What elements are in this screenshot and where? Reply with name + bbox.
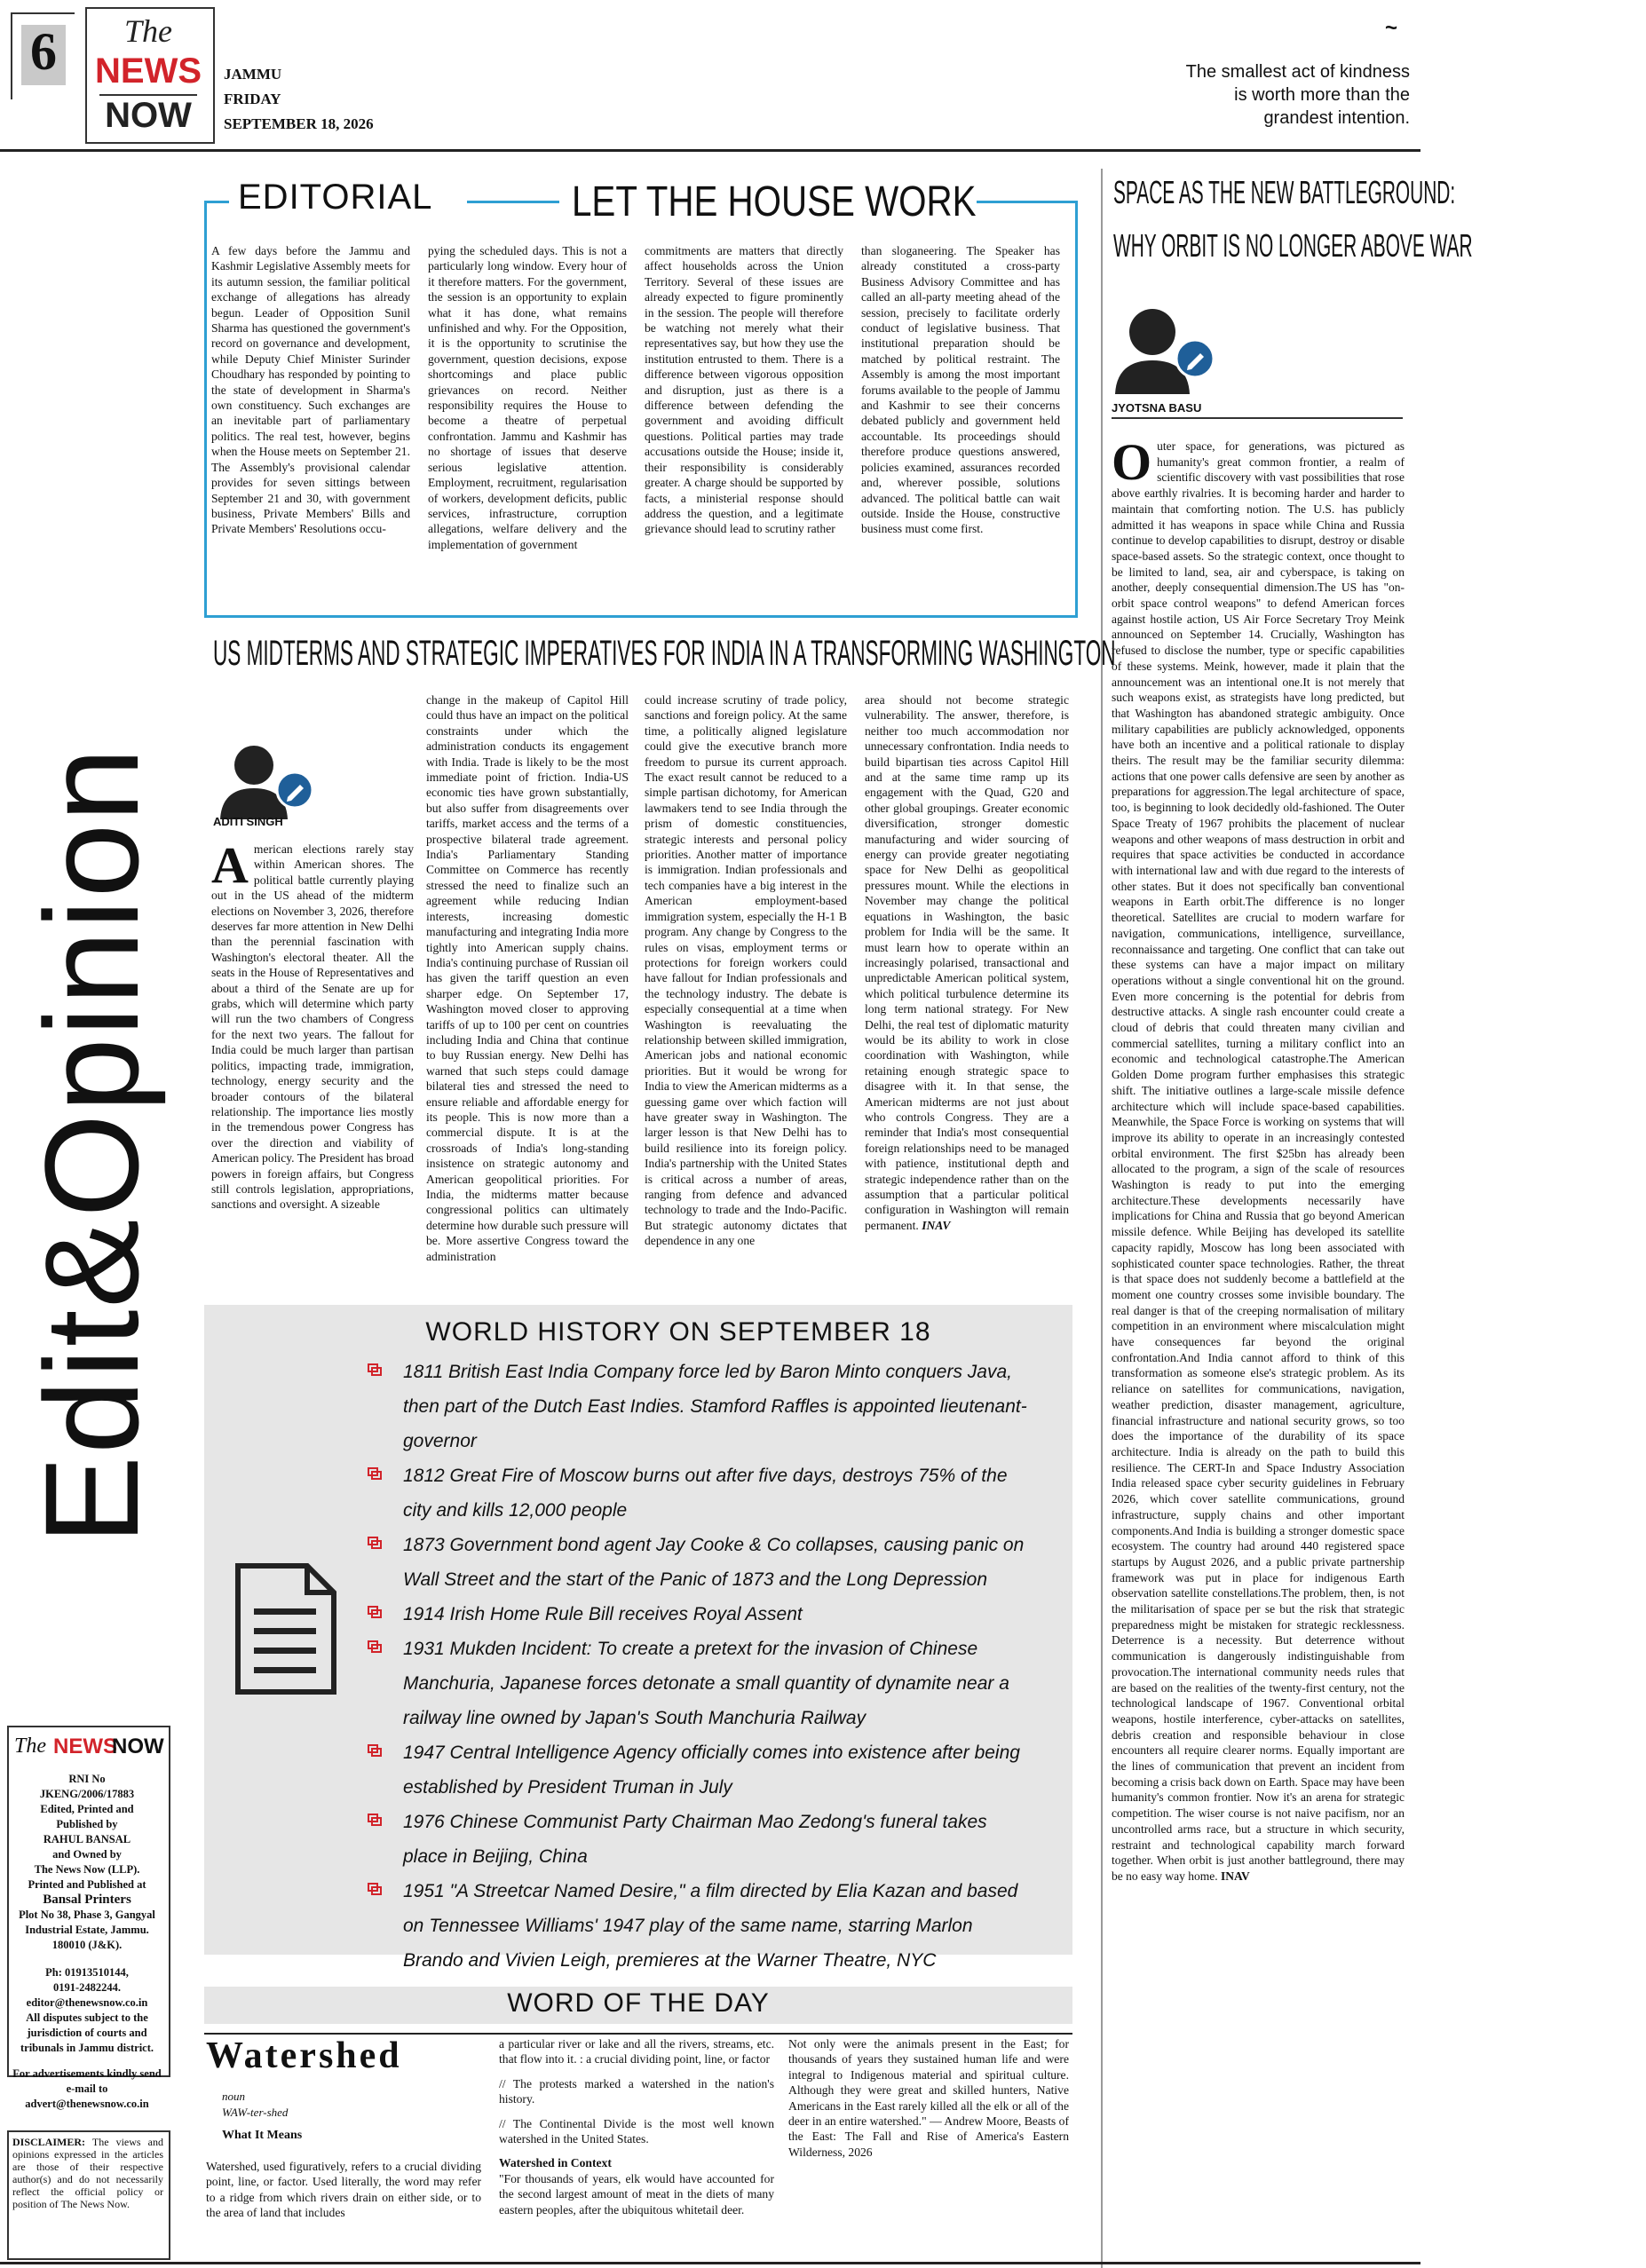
space-author-rule <box>1112 417 1403 419</box>
bullet-icon <box>368 1363 382 1376</box>
history-item: 1914 Irish Home Rule Bill receives Royal Assent <box>360 1597 1035 1632</box>
space-headline-2: WHY ORBIT IS NO LONGER ABOVE WAR <box>1113 227 1473 264</box>
bullet-icon <box>368 1814 382 1826</box>
imprint-logo-the: The <box>14 1735 46 1758</box>
page-header <box>0 0 1420 151</box>
imprint-logo-news: NEWS <box>53 1735 117 1758</box>
header-rule <box>0 149 1420 152</box>
dateline-day: FRIDAY <box>224 91 281 107</box>
history-item: 1951 "A Streetcar Named Desire," a film directed by Elia Kazan and based on Tennessee Williams' 1947 play of the same name, starring Marlon Brando and Vivien Leigh, premieres at the Warner Theatre, NYC <box>360 1874 1035 1978</box>
midterms-headline: US MIDTERMS AND STRATEGIC IMPERATIVES FOR INDIA IN A TRANSFORMING WASHINGTON <box>213 634 1116 673</box>
space-author-avatar <box>1112 296 1216 398</box>
editorial-col-3: commitments are matters that directly affect households across the Union Territory. Several of these issues are already expected to figure prominently in the session. The people will therefore be watching not merely what their representatives say, but how they use the institution entrusted to them. There is a difference between vigorous opposition and disruption, just as there is a difference between defending the government and avoiding difficult questions. Political parties may trade accusations outside the House; inside it, their responsibility is considerably greater. A charge should be supported by facts, a ministerial response should address the question, and a legitimate grievance should lead to scrutiny rather <box>645 244 843 536</box>
word-banner: WORD OF THE DAY <box>507 1988 770 2018</box>
history-list <box>360 1355 1035 1978</box>
imprint-ads-email-link[interactable]: advert@thenewsnow.co.in <box>25 2098 149 2110</box>
quote-line-3: grandest intention. <box>1263 108 1410 128</box>
imprint-logo-now: NOW <box>112 1735 164 1758</box>
dateline-date: SEPTEMBER 18, 2026 <box>224 115 374 132</box>
section-title: Edit&Opinion <box>17 746 166 1545</box>
midterms-col-4 <box>865 692 1069 1233</box>
quote-line-2: is worth more than the <box>1234 85 1410 105</box>
history-title: WORLD HISTORY ON SEPTEMBER 18 <box>425 1317 931 1347</box>
word-example-1: // The protests marked a watershed in the nation's history. <box>499 2076 774 2106</box>
word-means-cont: a particular river or lake and all the rivers, streams, etc. that flow into it. : a crucial dividing point, line, or factor <box>499 2037 774 2066</box>
quote-line-1: The smallest act of kindness <box>1185 62 1410 82</box>
logo-now: NOW <box>105 96 192 135</box>
word-col-2 <box>499 2036 774 2226</box>
bullet-icon <box>368 1606 382 1618</box>
word-means: Watershed, used figuratively, refers to a crucial dividing point, line, or factor. Used literally, the word may refer to a ridge from which rivers drain on either side, or to the area of land that includes <box>206 2160 481 2220</box>
history-item: 1976 Chinese Communist Party Chairman Mao Zedong's funeral takes place in Beijing, China <box>360 1805 1035 1874</box>
imprint-email-link[interactable]: editor@thenewsnow.co.in <box>26 1996 148 2009</box>
editorial-headline: LET THE HOUSE WORK <box>572 178 977 225</box>
midterms-col-1 <box>211 836 414 1213</box>
imprint-details: RNI No JKENG/2006/17883 Edited, Printed and Published by RAHUL BANSAL and Owned by The News Now (LLP). Printed and Published at Bansal Printers Plot No 38, Phase 3, Gangyal Industrial Estate, Jammu. 180010 (J&K). Ph: 01913510144, 0191-2482244. editor@thenewsnow.co.in All disputes subject to the jurisdiction of courts and tribunals in Jammu district. For advertisements kindly send e-mail to advert@thenewsnow.co.in <box>9 1772 165 2112</box>
word-means-label: What It Means <box>222 2129 303 2142</box>
midterms-author-avatar <box>213 735 318 823</box>
space-body-text: uter space, for generations, was pictured as humanity's great common frontier, a realm of scientific discovery with vast possibilities that rose above earthly rivalries. It is becoming harder and harder to maintain that comforting notion. The U.S. has publicly admitted it has weapons in space while China and Russia continue to develop capabilities to disrupt, destroy or disable space-based assets. So the strategic context, once thought to be limited to land, sea, air and cyberspace, is taking on another, deeply consequential dimension.The US has "on-orbit space control weapons" to defend American forces against hostile action, US Air Force Secretary Troy Meink announced on September 14. Crucially, Washington has refused to disclose the number, type or specific capabilities of these systems. Meink, however, made it plain that the announcement was an intentional one.It is not merely that such weapons exist, as strategists have long predicted, but that Washington has abandoned strategic ambiguity. Once military capabilities are publicly acknowledged, opponents have both an incentive and a political rationale to display theirs. The result may be the familiar security dilemma: actions that one power calls defensive are seen by another as preparations for aggression.The legal architecture of space, too, is beginning to look decidedly old-fashioned. The Outer Space Treaty of 1967 prohibits the placement of nuclear weapons and other weapons of mass destruction in orbit and requires that space activities be conducted in accordance with international law and with due regard to the interests of other states. But it does not specifically ban conventional weapons in Earth orbit.The difference is no longer theoretical. Satellites are crucial to modern warfare for navigation, communications, intelligence, surveillance, reconnaissance and targeting. One conflict that can take out these systems can have a major impact on military operations without a single conventional hit on the ground. Even more concerning is the potential for debris from destructive attacks. A single rash encounter could create a cloud of debris that could threaten many civilian and commercial satellites, turning a military conflict into an economic and technological catastrophe.The American Golden Dome program further emphasises this strategic shift. The initiative outlines a large-scale missile defence architecture which will include space-based capabilities. Meanwhile, the Space Force is working on systems that will improve its ability to operate in an increasingly contested orbital environment. The first $25bn has already been allocated to the program, a sign of the scale of resources Washington is ready to put into the emerging architecture.These developments necessarily have implications for China and Russia that go beyond American missile defence. While Beijing has developed its satellite capacity rapidly, Moscow has long been associated with sophisticated counter space technologies. Rather, the threat is that space does not suddenly become a battlefield at the moment one country crosses some invisible boundary. The real danger is that of the creeping normalisation of military competition in an environment where miscalculation might have consequences far beyond the original confrontation.And India cannot afford to think of this transformation as someone else's strategic problem. As its reliance on satellites for communications, navigation, weather prediction, disaster management, agriculture, financial infrastructure and national security grows, so too does the importance of the durability of its space architecture. India is already on the path to build this resilience. The CERT-In and Space Industry Association India released space cyber security guidelines in February 2026, which cover satellite communications, ground infrastructure, supply chains and other important components.And India is building a stronger domestic space ecosystem. The country had around 440 registered space startups by August 2026, and a public private partnership framework was put in place for indigenous Earth observation satellite constellations.The problem, then, is not the militarisation of space per se but the risk that strategic preparedness might be mistaken for strategic recklessness. Deterrence is a necessity. But deterrence without communication is dangerously indistinguishable from provocation.The international community needs rules that are based on the realities of the twenty-first century, not the technological landscape of 1967. Conventional orbital weapons, hostile interference, cyber-attacks on satellites, debris creation and responsible behaviour in close encounters all require clearer norms. Equally important are the lines of communication that prevent an incident from becoming a crisis back down on Earth. Space may have been humanity's common frontier. Now it's an arena for strategic competition. The wiser course is not naive pacifism, nor an uncontrolled arms race, but a structure in which security, restraint and technological capability march forward together. When orbit is just another battleground, there may be no easy way home. <box>1112 439 1405 1883</box>
history-item: 1947 Central Intelligence Agency officially comes into existence after being established by President Truman in July <box>360 1735 1035 1805</box>
quote-mark: ~ <box>1385 16 1398 40</box>
word-term: Watershed <box>206 2035 402 2076</box>
midterms-col-4-text: area should not become strategic vulnerability. The answer, therefore, is neither too much accommodation nor unnecessary confrontation. India needs to build bipartisan ties across Capitol Hill and at the same time ramp up its engagement with the Quad, G20 and other global groupings. Greater economic diversification, stronger domestic manufacturing and wider sourcing of energy can provide greater negotiating space for New Delhi as geopolitical pressures mount. While the elections in November may change the political equations in Washington, the basic problem for India will be the same. It must learn how to operate within an increasingly polarised, transactional and unpredictable American political system, which political turbulence determine its long term national strategy. For New Delhi, the real test of diplomatic maturity would be its ability to work in close coordination with Washington, while retaining enough strategic space to disagree with it. In that sense, the American midterms are not just about who controls Congress. They are a reminder that India's most consequential foreign relationships need to be managed with patience, institutional depth and strategic independence rather than on the assumption that a particular political configuration in Washington will remain permanent. <box>865 693 1069 1232</box>
word-pron: WAW-ter-shed <box>222 2106 289 2119</box>
word-example-2: // The Continental Divide is the most well known watershed in the United States. <box>499 2116 774 2146</box>
midterms-col-1-text: merican elections rarely stay within American shores. The political battle currently playing out in the US ahead of the midterm elections on November 3, 2026, therefore deserves far more attention in New Delhi than the perennial fascination with Washington's electoral theater. All the seats in the House of Representatives and about a third of the Senate are up for grabs, which will determine which party will run the two chambers of Congress for the next two years. The fallout for India could be much larger than partisan politics, impacting trade, immigration, technology, energy security and the broader contours of the bilateral relationship. The importance lies mostly in the tremendous power Congress has over the direction and viability of American policy. The President has broad powers in foreign affairs, but Congress still controls legislation, appropriations, sanctions and oversight. A sizeable <box>211 842 414 1212</box>
history-item: 1811 British East India Company force led by Baron Minto conquers Java, then part of the Dutch East Indies. Stamford Raffles is appointed lieutenant-governor <box>360 1355 1035 1458</box>
document-icon <box>233 1562 339 1699</box>
word-col-3: Not only were the animals present in the East; for thousands of years they sustained human life and were integral to Indigenous material and spiritual culture. Although they were great and skilled hunters, Native Americans in the East rarely killed all the elk or all of the deer in an entire watershed." — Andrew Moore, Beasts of the East: The Fall and Rise of America's Eastern Wilderness, 2026 <box>788 2037 1069 2159</box>
bullet-icon <box>368 1537 382 1549</box>
bullet-icon <box>368 1883 382 1895</box>
section-title-wrap <box>7 479 185 1545</box>
word-context: "For thousands of years, elk would have accounted for the second largest amount of meat in the diets of many eastern peoples, after the ubiquitous whitetail deer. <box>499 2171 774 2217</box>
space-author: JYOTSNA BASU <box>1112 401 1202 415</box>
space-headline-2-wrap <box>1113 227 1646 265</box>
disclaimer: DISCLAIMER: The views and opinions expressed in the articles are those of their respective author(s) and do not necessarily reflect the official policy or position of The News Now. <box>12 2136 163 2210</box>
word-pos: noun <box>222 2090 245 2103</box>
space-sign: INAV <box>1220 1869 1250 1883</box>
midterms-col-3: could increase scrutiny of trade policy, sanctions and foreign policy. At the same time, a politically aligned legislature could give the executive branch more freedom to pursue its current approach. The exact result cannot be reduced to a simple partisan dichotomy, for American lawmakers tend to see India through the prism of domestic constituencies, strategic interests and personal policy priorities. Another matter of importance is immigration. Indian professionals and tech companies have a big interest in the American employment-based immigration system, especially the H-1 B program. Any change by Congress to the rules on visas, employment terms or protections for foreign workers could have fallout for Indian professionals and the technology industry. The debate is especially consequential at a time when Washington is reevaluating the relationship between skilled immigration, American jobs and national economic priorities. But it would be wrong for India to view the American midterms as a guessing game over which faction will have greater sway in Washington. The larger lesson is that New Delhi has to build resilience into its foreign policy. India's partnership with the United States is critical across a number of areas, ranging from defence and advanced technology to trade and the Indo-Pacific. But strategic autonomy dictates that dependence in any one <box>645 693 847 1248</box>
editorial-col-2: pying the scheduled days. This is not a particularly long window. Every hour of it therefore matters. For the government, the session is an opportunity to explain what it has done, what remains unfinished and why. For the Opposition, it is the opportunity to scrutinise the government, question decisions, expose shortcomings and place public grievances on record. Neither responsibility requires the House to become a theatre of perpetual confrontation. Jammu and Kashmir has no shortage of issues that deserve serious legislative attention. Employment, recruitment, regularisation of workers, development deficits, public services, infrastructure, corruption allegations, welfare delivery and the implementation of government <box>428 244 627 551</box>
word-context-label: Watershed in Context <box>499 2156 612 2170</box>
footer-rule <box>0 2262 1420 2264</box>
bullet-icon <box>368 1467 382 1480</box>
space-body <box>1112 433 1405 1885</box>
history-item: 1931 Mukden Incident: To create a pretext for the invasion of Chinese Manchuria, Japanese forces detonate a small quantity of dynamite near a railway line owned by Japan's South Manchuria Railway <box>360 1632 1035 1735</box>
space-headline-1: SPACE AS THE NEW BATTLEGROUND: <box>1113 174 1456 210</box>
space-drop-cap: O <box>1112 433 1152 491</box>
midterms-author: ADITI SINGH <box>213 815 283 828</box>
midterms-col-2: change in the makeup of Capitol Hill could thus have an impact on the political constraints under which the administration conducts its engagement with India. Trade is likely to be the most immediate point of friction. India-US economic ties have grown substantially, but also suffer from disagreements over tariffs, market access and the terms of a prospective bilateral trade agreement. India's Parliamentary Standing Committee on Commerce has recently stressed the need to finalize such an agreement while reducing Indian interests, increasing domestic manufacturing and integrating India more tightly into American supply chains. India's continuing purchase of Russian oil has given the tariff question an even sharper edge. On September 17, Washington moved closer to approving tariffs of up to 100 per cent on countries including India and China that continue to buy Russian energy. New Delhi has warned that such steps could damage bilateral ties and stressed the need to ensure reliable and affordable energy for its people. This is now more than a commercial dispute. It is at the crossroads of India's long-standing insistence on strategic autonomy and American geopolitical priorities. For India, the midterms matter because congressional politics can ultimately determine how durable such pressure will be. More assertive Congress toward the administration <box>426 693 629 1263</box>
bullet-icon <box>368 1640 382 1653</box>
space-headline-1-wrap <box>1113 174 1646 211</box>
logo-news: NEWS <box>95 51 202 91</box>
history-item: 1812 Great Fire of Moscow burns out after five days, destroys 75% of the city and kills 12,000 people <box>360 1458 1035 1528</box>
bullet-icon <box>368 1744 382 1757</box>
editorial-col-1: A few days before the Jammu and Kashmir Legislative Assembly meets for its autumn session, the familiar political exchange of allegations has already begun. Leader of Opposition Sunil Sharma has questioned the government's record on governance and development, while Deputy Chief Minister Surinder Choudhary has responded by pointing to the state of development in Sharma's own constituency. Such exchanges are an inevitable part of parliamentary politics. The real test, however, begins when the House meets on September 21. The Assembly's provisional calendar provides for seven sittings between September 21 and 30, with government business, Private Members' Bills and Private Members' Resolutions occu- <box>211 244 410 536</box>
dateline-city: JAMMU <box>224 66 282 83</box>
midterms-sign: INAV <box>922 1218 951 1232</box>
midterms-drop-cap: A <box>211 836 249 894</box>
history-item: 1873 Government bond agent Jay Cooke & Co collapses, causing panic on Wall Street and the start of the Panic of 1873 and the Long Depression <box>360 1528 1035 1597</box>
page-number: 6 <box>30 22 57 81</box>
logo-the: The <box>124 13 172 49</box>
editorial-label: EDITORIAL <box>238 178 433 217</box>
editorial-col-4: than sloganeering. The Speaker has already constituted a cross-party Business Advisory Committee and has called an all-party meeting ahead of the session, precisely to facilitate orderly conduct of legislative business. That institutional preparation should be matched by political restraint. The Assembly is among the most important forums available to the people of Jammu and Kashmir to see their concerns debated publicly and government held accountable. Its proceedings should therefore produce questions answered, policies examined, assurances recorded and, wherever possible, solutions advanced. The political battle can wait outside. Inside the House, constructive business must come first. <box>861 244 1060 536</box>
